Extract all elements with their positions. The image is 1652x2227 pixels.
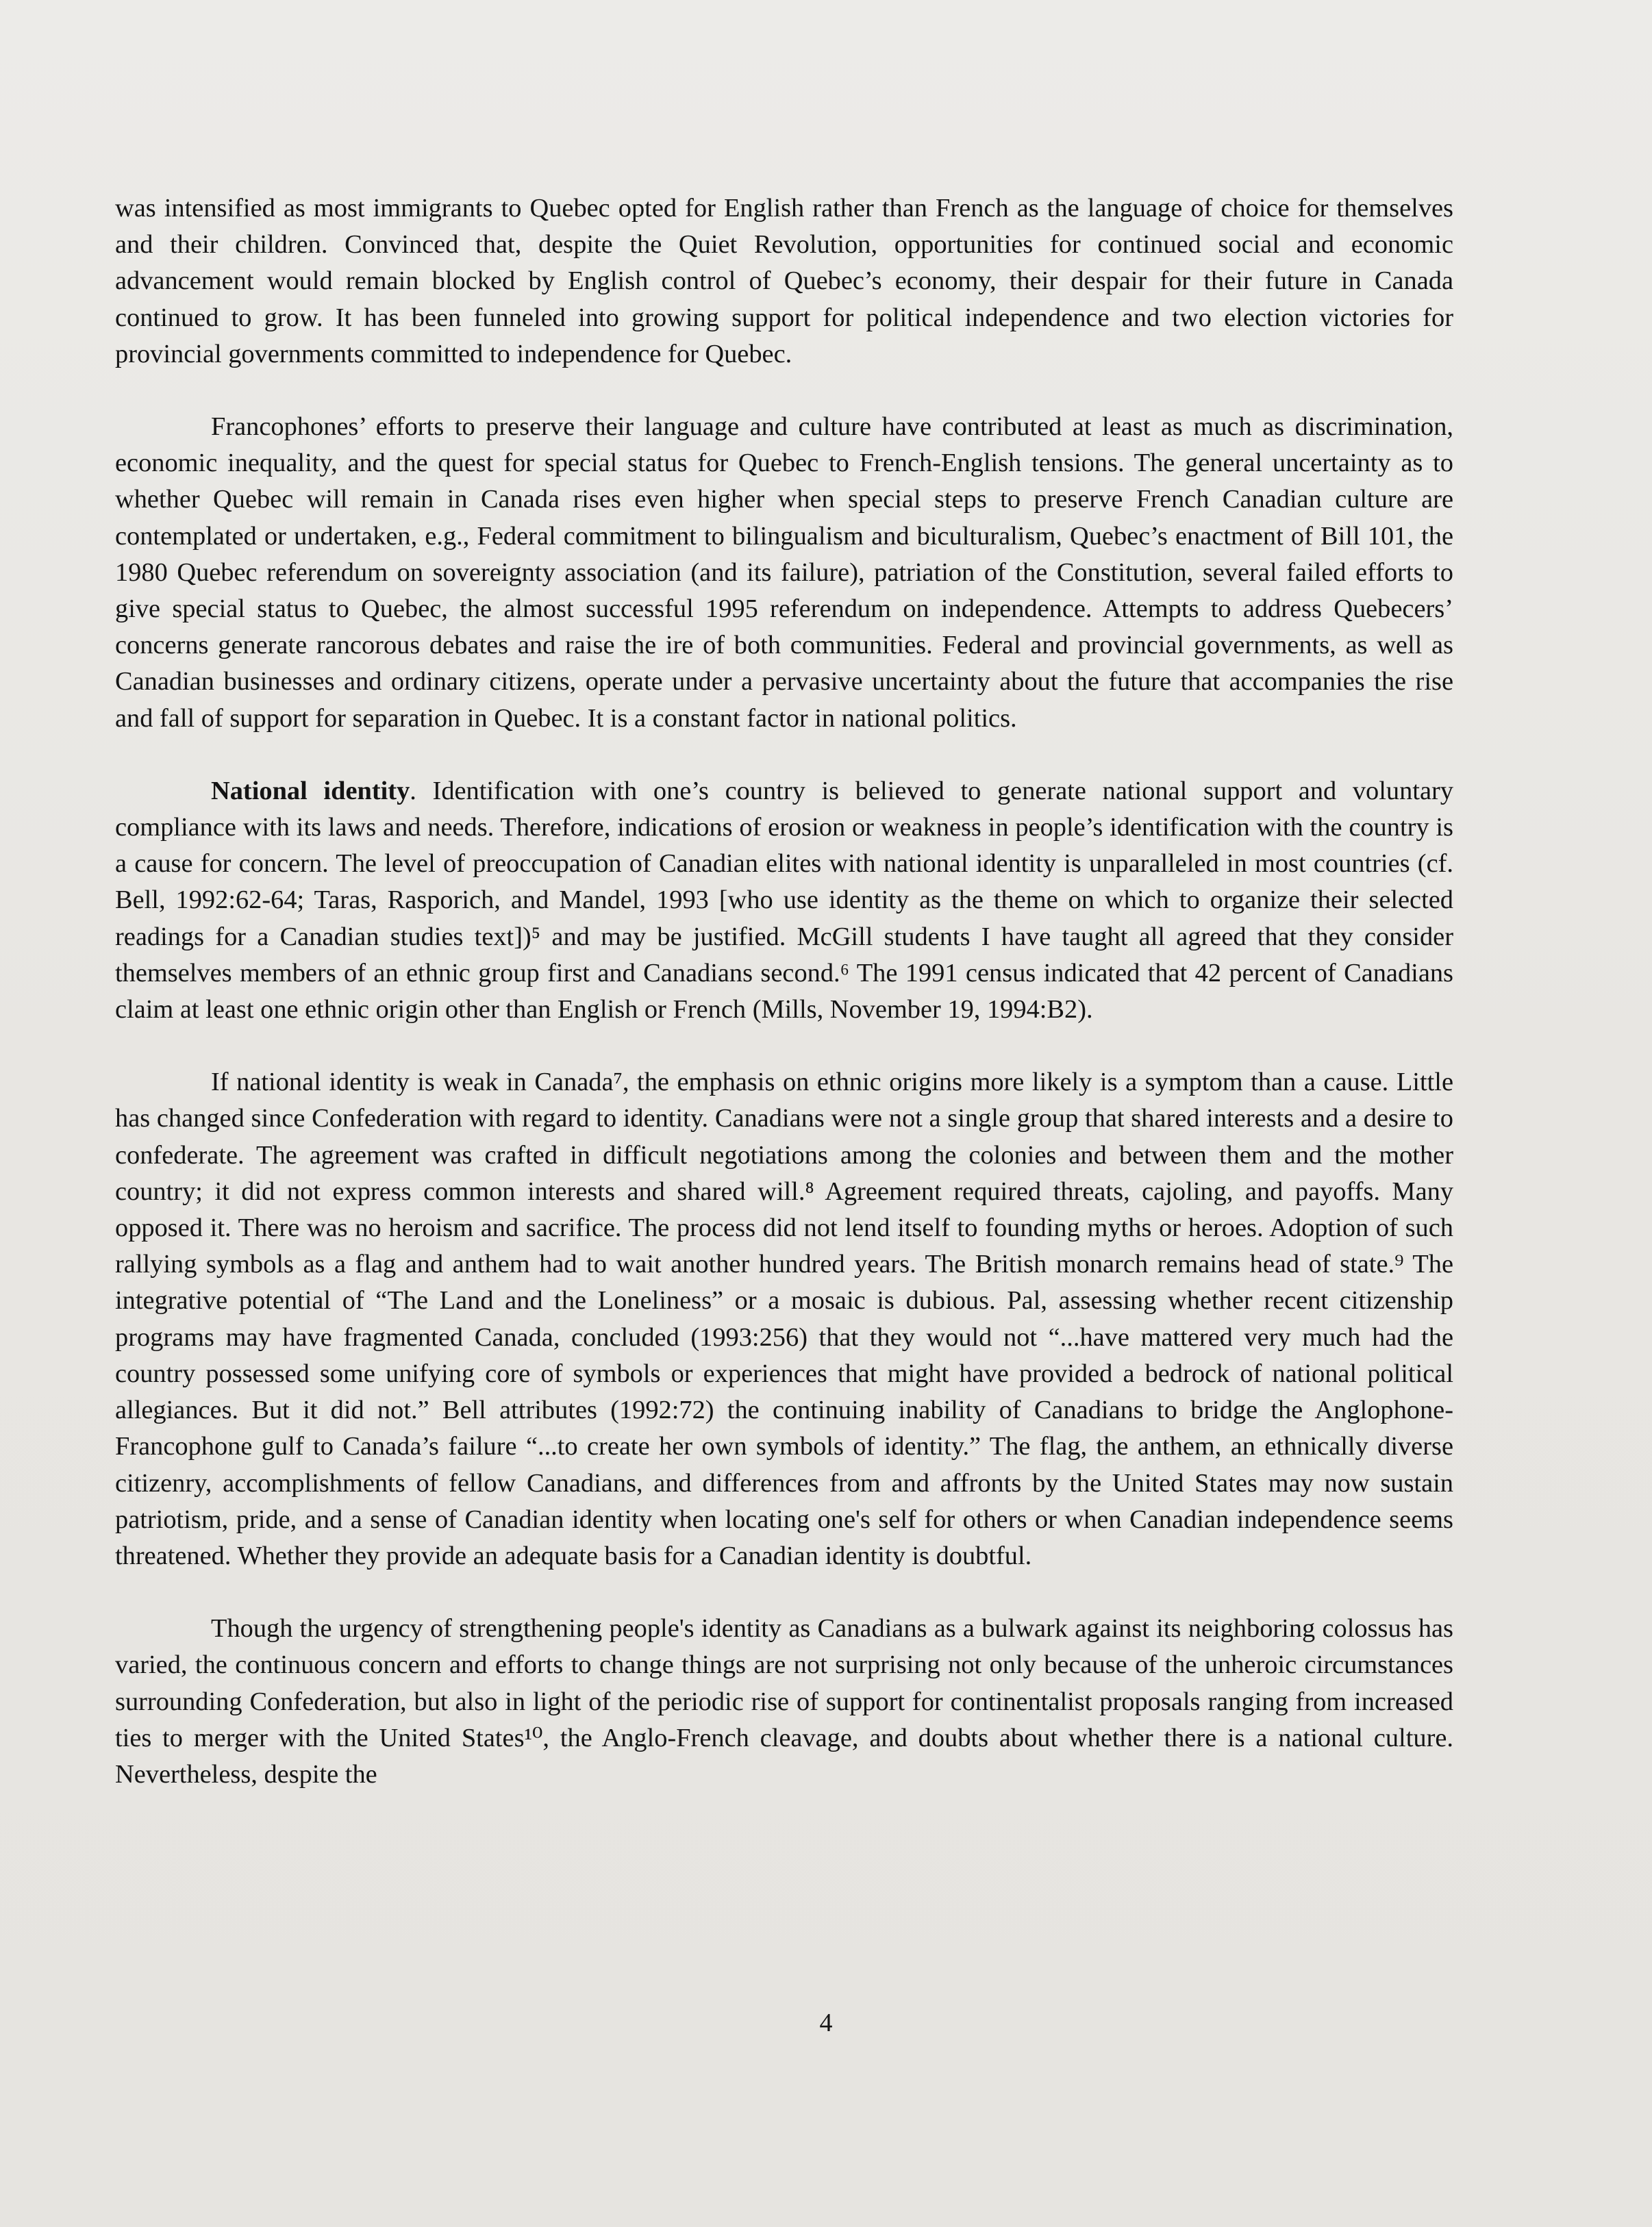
page-number: 4 xyxy=(819,2009,833,2037)
paragraph-4-text: If national identity is weak in Canada⁷, the emphasis on ethnic origins more likely is a symptom than a cause. Little has changed since Confederation with regard to identity. Canadians were not a single group that shared interests and a desire to confederate. The agreement was crafted in difficult negotiations among the colonies and between them and the mother country; it did not express common interests and shared will.⁸ Agreement required threats, cajoling, and payoffs. Many opposed it. There was no heroism and sacrifice. The process did not lend itself to founding myths or heroes. Adoption of such rallying symbols as a flag and anthem had to wait another hundred years. The British monarch remains head of state.⁹ The integrative potential of “The Land and the Loneliness” or a mosaic is dubious. Pal, assessing whether recent citizenship programs may have fragmented Canada, concluded (1993:256) that they would not “...have mattered very much had the country possessed some unifying core of symbols or experiences that might have provided a bedrock of national political allegiances. But it did not.” Bell attributes (1992:72) the continuing inability of Canadians to bridge the Anglophone-Francophone gulf to Canada’s failure “...to create her own symbols of identity.” The flag, the anthem, an ethnically diverse citizenry, accomplishments of fellow Canadians, and differences from and affronts by the United States may now sustain patriotism, pride, and a sense of Canadian identity when locating one's self for others or when Canadian independence seems threatened. Whether they provide an adequate basis for a Canadian identity is doubtful. xyxy=(115,1068,1453,1570)
paragraph-4 xyxy=(115,1064,1453,1574)
paragraph-1 xyxy=(115,190,1453,373)
paragraph-3-text: . Identification with one’s country is believed to generate national support and voluntary compliance with its laws and needs. Therefore, indications of erosion or weakness in people’s identification with the country is a cause for concern. The level of preoccupation of Canadian elites with national identity is unparalleled in most countries (cf. Bell, 1992:62-64; Taras, Rasporich, and Mandel, 1993 [who use identity as the theme on which to organize their selected readings for a Canadian studies text])⁵ and may be justified. McGill students I have taught all agreed that they consider themselves members of an ethnic group first and Canadians second.⁶ The 1991 census indicated that 42 percent of Canadians claim at least one ethnic origin other than English or French (Mills, November 19, 1994:B2). xyxy=(115,776,1453,1024)
paragraph-5-text: Though the urgency of strengthening people's identity as Canadians as a bulwark against its neighboring colossus has varied, the continuous concern and efforts to change things are not surprising not only because of the unheroic circumstances surrounding Confederation, but also in light of the periodic rise of support for continentalist proposals ranging from increased ties to merger with the United States¹⁰, the Anglo-French cleavage, and doubts about whether there is a national culture. Nevertheless, despite the xyxy=(115,1614,1453,1789)
paragraph-2 xyxy=(115,409,1453,737)
paragraph-2-text: Francophones’ efforts to preserve their language and culture have contributed at least as much as discrimination, economic inequality, and the quest for special status for Quebec to French-English tensions. The general uncertainty as to whether Quebec will remain in Canada rises even higher when special steps to preserve French Canadian culture are contemplated or undertaken, e.g., Federal commitment to bilingualism and biculturalism, Quebec’s enactment of Bill 101, the 1980 Quebec referendum on sovereignty association (and its failure), patriation of the Constitution, several failed efforts to give special status to Quebec, the almost successful 1995 referendum on independence. Attempts to address Quebecers’ concerns generate rancorous debates and raise the ire of both communities. Federal and provincial governments, as well as Canadian businesses and ordinary citizens, operate under a pervasive uncertainty about the future that accompanies the rise and fall of support for separation in Quebec. It is a constant factor in national politics. xyxy=(115,412,1453,733)
section-heading-national-identity: National identity xyxy=(211,776,410,805)
paragraph-5 xyxy=(115,1611,1453,1793)
paragraph-1-text: was intensified as most immigrants to Quebec opted for English rather than French as the language of choice for themselves and their children. Convinced that, despite the Quiet Revolution, opportunities for continued social and economic advancement would remain blocked by English control of Quebec’s economy, their despair for their future in Canada continued to grow. It has been funneled into growing support for political independence and two election victories for provincial governments committed to independence for Quebec. xyxy=(115,194,1453,368)
paragraph-3 xyxy=(115,773,1453,1028)
body-text xyxy=(115,190,1453,1829)
